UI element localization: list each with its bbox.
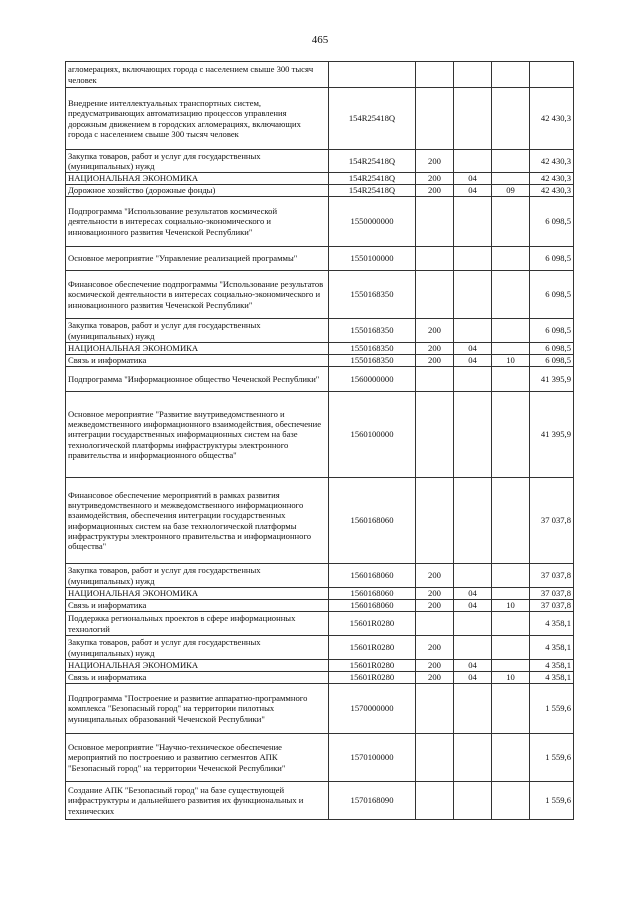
row-subsection-cell	[492, 636, 530, 660]
row-section-cell: 04	[454, 343, 492, 355]
row-sum-cell: 41 395,9	[530, 367, 574, 392]
row-section-cell: 04	[454, 672, 492, 684]
row-sum-cell: 37 037,8	[530, 478, 574, 564]
row-expense-type-cell: 200	[416, 319, 454, 343]
row-code-cell: 1560168060	[329, 564, 416, 588]
table-row	[66, 185, 574, 197]
row-name-cell: НАЦИОНАЛЬНАЯ ЭКОНОМИКА	[66, 173, 329, 185]
row-subsection-cell	[492, 343, 530, 355]
row-section-cell	[454, 478, 492, 564]
row-subsection-cell	[492, 247, 530, 271]
row-section-cell	[454, 367, 492, 392]
row-name-cell: Создание АПК "Безопасный город" на базе существующей инфраструктуры и дальнейшего развития их функциональных и технических	[66, 782, 329, 820]
row-code-cell: 1570100000	[329, 734, 416, 782]
table-row	[66, 355, 574, 367]
row-section-cell: 04	[454, 660, 492, 672]
row-code-cell: 154R25418Q	[329, 185, 416, 197]
row-section-cell: 04	[454, 588, 492, 600]
row-expense-type-cell: 200	[416, 564, 454, 588]
row-sum-cell: 4 358,1	[530, 636, 574, 660]
row-subsection-cell: 10	[492, 355, 530, 367]
row-code-cell: 1550100000	[329, 247, 416, 271]
row-sum-cell: 1 559,6	[530, 684, 574, 734]
table-row	[66, 600, 574, 612]
row-subsection-cell	[492, 173, 530, 185]
row-expense-type-cell	[416, 782, 454, 820]
row-name-cell: Внедрение интеллектуальных транспортных систем, предусматривающих автоматизацию процессов управления дорожным движением в городских агломерациях, включающих города с населением свыше 300 тысяч человек	[66, 88, 329, 150]
row-section-cell: 04	[454, 355, 492, 367]
row-subsection-cell	[492, 478, 530, 564]
row-subsection-cell	[492, 271, 530, 319]
row-section-cell	[454, 392, 492, 478]
row-expense-type-cell: 200	[416, 600, 454, 612]
row-sum-cell: 37 037,8	[530, 588, 574, 600]
row-subsection-cell	[492, 392, 530, 478]
row-sum-cell: 42 430,3	[530, 185, 574, 197]
row-expense-type-cell	[416, 478, 454, 564]
table-row	[66, 271, 574, 319]
table-row	[66, 734, 574, 782]
row-sum-cell: 37 037,8	[530, 600, 574, 612]
row-section-cell	[454, 271, 492, 319]
row-name-cell: Связь и информатика	[66, 672, 329, 684]
row-code-cell: 1550168350	[329, 271, 416, 319]
row-name-cell: Закупка товаров, работ и услуг для государственных (муниципальных) нужд	[66, 636, 329, 660]
row-sum-cell: 42 430,3	[530, 150, 574, 173]
table-row	[66, 660, 574, 672]
row-code-cell: 1560100000	[329, 392, 416, 478]
row-name-cell: Закупка товаров, работ и услуг для государственных (муниципальных) нужд	[66, 150, 329, 173]
row-name-cell: Подпрограмма "Построение и развитие аппаратно-программного комплекса "Безопасный город" на территории пилотных муниципальных образований Чеченской Республики"	[66, 684, 329, 734]
row-code-cell: 1560168060	[329, 600, 416, 612]
row-expense-type-cell: 200	[416, 343, 454, 355]
table-row	[66, 588, 574, 600]
row-expense-type-cell: 200	[416, 173, 454, 185]
table-row	[66, 612, 574, 636]
row-name-cell: Связь и информатика	[66, 600, 329, 612]
row-code-cell: 1550000000	[329, 197, 416, 247]
row-code-cell	[329, 62, 416, 88]
row-section-cell	[454, 150, 492, 173]
row-section-cell	[454, 197, 492, 247]
row-expense-type-cell	[416, 62, 454, 88]
row-expense-type-cell: 200	[416, 355, 454, 367]
row-code-cell: 15601R0280	[329, 636, 416, 660]
row-sum-cell: 41 395,9	[530, 392, 574, 478]
row-subsection-cell	[492, 612, 530, 636]
row-section-cell	[454, 62, 492, 88]
row-subsection-cell	[492, 319, 530, 343]
row-name-cell: НАЦИОНАЛЬНАЯ ЭКОНОМИКА	[66, 660, 329, 672]
row-expense-type-cell	[416, 612, 454, 636]
table-row	[66, 392, 574, 478]
row-subsection-cell	[492, 367, 530, 392]
row-sum-cell: 6 098,5	[530, 271, 574, 319]
row-code-cell: 154R25418Q	[329, 173, 416, 185]
row-sum-cell: 6 098,5	[530, 247, 574, 271]
row-subsection-cell	[492, 88, 530, 150]
row-sum-cell: 1 559,6	[530, 734, 574, 782]
row-code-cell: 1560000000	[329, 367, 416, 392]
row-name-cell: Финансовое обеспечение подпрограммы "Использование результатов космической деятельности в интересах социально-экономического и инновационного развития Чеченской Республики"	[66, 271, 329, 319]
row-sum-cell	[530, 62, 574, 88]
row-sum-cell: 42 430,3	[530, 88, 574, 150]
row-name-cell: Основное мероприятие "Развитие внутриведомственного и межведомственного информационного взаимодействия, обеспечение интеграции государственных информационных систем на базе технологической платформы инфраструктуры электронного правительства и информационного общества"	[66, 392, 329, 478]
page-number: 465	[311, 34, 329, 46]
row-code-cell: 1550168350	[329, 343, 416, 355]
table-row	[66, 173, 574, 185]
row-expense-type-cell	[416, 271, 454, 319]
row-expense-type-cell	[416, 734, 454, 782]
row-name-cell: Дорожное хозяйство (дорожные фонды)	[66, 185, 329, 197]
row-subsection-cell	[492, 150, 530, 173]
row-code-cell: 1570000000	[329, 684, 416, 734]
row-section-cell	[454, 564, 492, 588]
row-expense-type-cell: 200	[416, 588, 454, 600]
row-name-cell: Основное мероприятие "Управление реализацией программы"	[66, 247, 329, 271]
row-name-cell: Финансовое обеспечение мероприятий в рамках развития внутриведомственного и межведомственного информационного взаимодействия, обеспечения интеграции государственных информационных систем на базе технологической платформы инфраструктуры электронного правительства и информационного общества"	[66, 478, 329, 564]
row-subsection-cell: 10	[492, 672, 530, 684]
row-name-cell: агломерациях, включающих города с населением свыше 300 тысяч человек	[66, 62, 329, 88]
row-expense-type-cell	[416, 367, 454, 392]
row-code-cell: 1550168350	[329, 355, 416, 367]
table-row	[66, 564, 574, 588]
row-code-cell: 1560168060	[329, 588, 416, 600]
row-subsection-cell: 09	[492, 185, 530, 197]
row-name-cell: НАЦИОНАЛЬНАЯ ЭКОНОМИКА	[66, 343, 329, 355]
row-subsection-cell	[492, 564, 530, 588]
row-subsection-cell	[492, 782, 530, 820]
row-name-cell: Подпрограмма "Использование результатов космической деятельности в интересах социально-экономического и инновационного развития Чеченской Республики"	[66, 197, 329, 247]
row-section-cell: 04	[454, 185, 492, 197]
row-subsection-cell	[492, 684, 530, 734]
table-row	[66, 197, 574, 247]
row-sum-cell: 4 358,1	[530, 672, 574, 684]
row-expense-type-cell	[416, 247, 454, 271]
row-sum-cell: 1 559,6	[530, 782, 574, 820]
row-section-cell	[454, 684, 492, 734]
table-row	[66, 150, 574, 173]
row-subsection-cell	[492, 734, 530, 782]
row-expense-type-cell: 200	[416, 636, 454, 660]
row-section-cell: 04	[454, 600, 492, 612]
row-sum-cell: 6 098,5	[530, 319, 574, 343]
row-sum-cell: 4 358,1	[530, 660, 574, 672]
row-name-cell: Закупка товаров, работ и услуг для государственных (муниципальных) нужд	[66, 319, 329, 343]
row-expense-type-cell: 200	[416, 660, 454, 672]
table-row	[66, 636, 574, 660]
budget-table	[65, 61, 574, 820]
row-sum-cell: 6 098,5	[530, 355, 574, 367]
row-section-cell	[454, 734, 492, 782]
row-expense-type-cell	[416, 197, 454, 247]
row-name-cell: НАЦИОНАЛЬНАЯ ЭКОНОМИКА	[66, 588, 329, 600]
row-sum-cell: 4 358,1	[530, 612, 574, 636]
row-code-cell: 15601R0280	[329, 672, 416, 684]
row-sum-cell: 42 430,3	[530, 173, 574, 185]
row-sum-cell: 6 098,5	[530, 197, 574, 247]
table-row	[66, 478, 574, 564]
row-code-cell: 15601R0280	[329, 612, 416, 636]
table-row	[66, 782, 574, 820]
row-subsection-cell	[492, 197, 530, 247]
row-name-cell: Поддержка региональных проектов в сфере информационных технологий	[66, 612, 329, 636]
table-row	[66, 684, 574, 734]
row-section-cell	[454, 612, 492, 636]
row-code-cell: 1560168060	[329, 478, 416, 564]
row-subsection-cell	[492, 660, 530, 672]
row-section-cell: 04	[454, 173, 492, 185]
row-expense-type-cell: 200	[416, 672, 454, 684]
row-code-cell: 154R25418Q	[329, 150, 416, 173]
row-section-cell	[454, 88, 492, 150]
table-row	[66, 247, 574, 271]
row-subsection-cell	[492, 588, 530, 600]
row-subsection-cell: 10	[492, 600, 530, 612]
table-row	[66, 367, 574, 392]
row-expense-type-cell	[416, 88, 454, 150]
row-expense-type-cell: 200	[416, 185, 454, 197]
row-section-cell	[454, 782, 492, 820]
row-subsection-cell	[492, 62, 530, 88]
table-row	[66, 88, 574, 150]
row-section-cell	[454, 636, 492, 660]
row-name-cell: Подпрограмма "Информационное общество Чеченской Республики"	[66, 367, 329, 392]
row-expense-type-cell	[416, 392, 454, 478]
row-name-cell: Закупка товаров, работ и услуг для государственных (муниципальных) нужд	[66, 564, 329, 588]
row-name-cell: Основное мероприятие "Научно-техническое обеспечение мероприятий по построению и развитию сегментов АПК "Безопасный город" на территории Чеченской Республики"	[66, 734, 329, 782]
row-expense-type-cell: 200	[416, 150, 454, 173]
table-row	[66, 672, 574, 684]
row-section-cell	[454, 319, 492, 343]
row-section-cell	[454, 247, 492, 271]
table-row	[66, 319, 574, 343]
row-sum-cell: 6 098,5	[530, 343, 574, 355]
row-code-cell: 15601R0280	[329, 660, 416, 672]
table-row	[66, 343, 574, 355]
row-code-cell: 1550168350	[329, 319, 416, 343]
row-code-cell: 1570168090	[329, 782, 416, 820]
row-expense-type-cell	[416, 684, 454, 734]
row-sum-cell: 37 037,8	[530, 564, 574, 588]
row-code-cell: 154R25418Q	[329, 88, 416, 150]
table-row	[66, 62, 574, 88]
row-name-cell: Связь и информатика	[66, 355, 329, 367]
budget-table-body	[66, 62, 574, 820]
